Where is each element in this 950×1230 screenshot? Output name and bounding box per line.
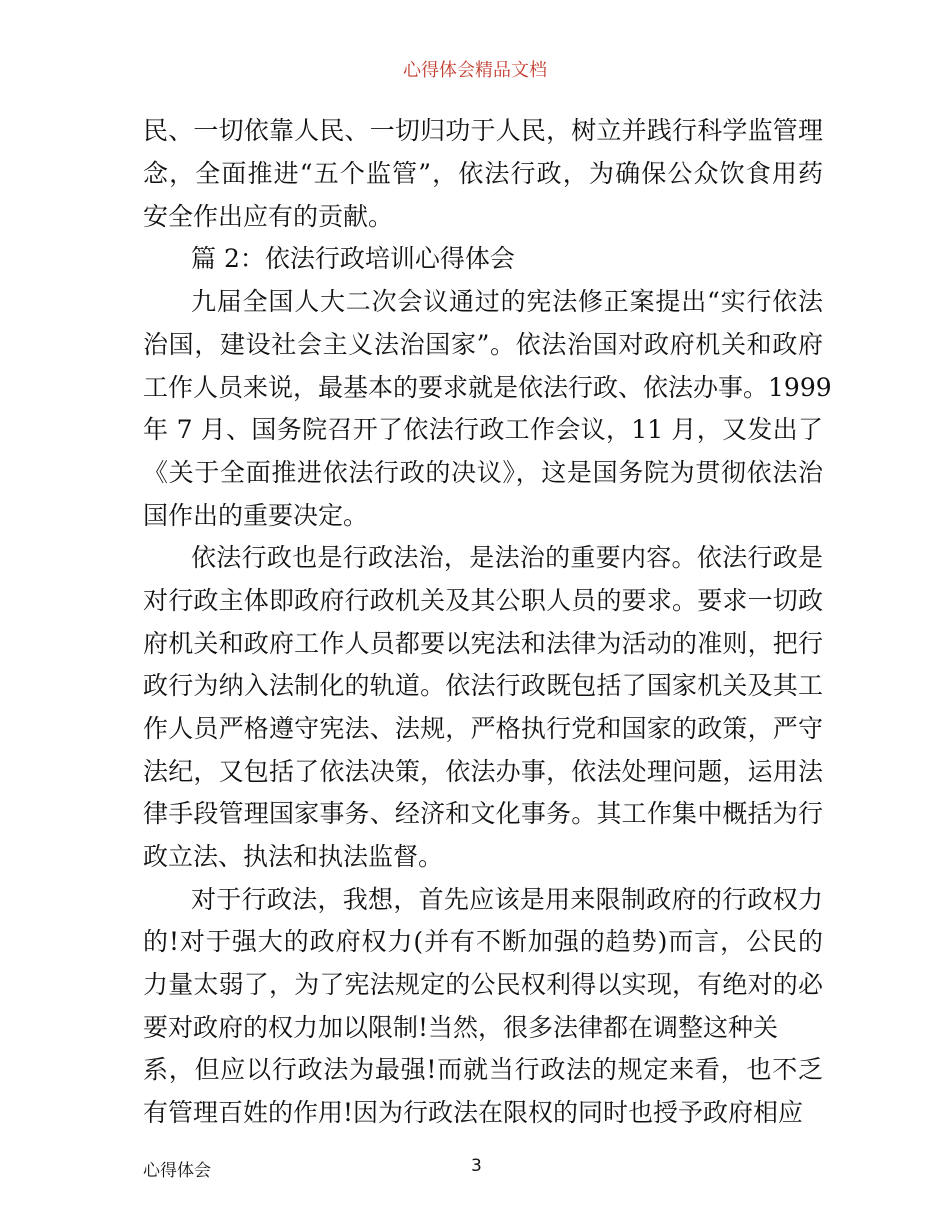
text-line: 律手段管理国家事务、经济和文化事务。其工作集中概括为行 (143, 799, 823, 828)
text-line: 安全作出应有的贡献。 (143, 202, 394, 231)
text-line: 对行政主体即政府行政机关及其公职人员的要求。要求一切政 (143, 586, 823, 615)
text-line: 政立法、执法和执法监督。 (143, 842, 444, 871)
text-line: 的!对于强大的政府权力(并有不断加强的趋势)而言，公民的 (143, 927, 823, 956)
text-line: 要对政府的权力加以限制!当然，很多法律都在调整这种关 (143, 1013, 779, 1042)
text-line: 《关于全面推进依法行政的决议》，这是国务院为贯彻依法治 (143, 458, 823, 487)
page-number: 3 (471, 1156, 482, 1176)
text-line: 政行为纳入法制化的轨道。依法行政既包括了国家机关及其工 (143, 671, 823, 700)
document-header: 心得体会精品文档 (403, 60, 547, 81)
text-line: 治国，建设社会主义法治国家”。依法治国对政府机关和政府 (143, 330, 823, 359)
section-heading: 篇 2：依法行政培训心得体会 (191, 244, 515, 273)
text-line: 系，但应以行政法为最强!而就当行政法的规定来看，也不乏 (143, 1055, 823, 1084)
text-line: 念，全面推进“五个监管”，依法行政，为确保公众饮食用药 (143, 159, 823, 188)
footer-label: 心得体会 (143, 1161, 211, 1181)
text-line: 力量太弱了，为了宪法规定的公民权利得以实现，有绝对的必 (143, 970, 823, 999)
text-line: 国作出的重要决定。 (143, 501, 369, 530)
text-line: 九届全国人大二次会议通过的宪法修正案提出“实行依法 (191, 287, 823, 316)
text-line: 府机关和政府工作人员都要以宪法和法律为活动的准则，把行 (143, 629, 823, 658)
text-line: 对于行政法，我想，首先应该是用来限制政府的行政权力 (191, 885, 823, 914)
text-line: 依法行政也是行政法治，是法治的重要内容。依法行政是 (191, 543, 823, 572)
text-line: 年 7 月、国务院召开了依法行政工作会议，11 月，又发出了 (143, 415, 823, 444)
text-line: 有管理百姓的作用!因为行政法在限权的同时也授予政府相应 (143, 1098, 804, 1127)
text-line: 作人员严格遵守宪法、法规，严格执行党和国家的政策，严守 (143, 714, 823, 743)
text-line: 法纪，又包括了依法决策，依法办事，依法处理问题，运用法 (143, 757, 823, 786)
text-line: 工作人员来说，最基本的要求就是依法行政、依法办事。1999 (143, 373, 832, 402)
text-line: 民、一切依靠人民、一切归功于人民，树立并践行科学监管理 (143, 116, 823, 145)
